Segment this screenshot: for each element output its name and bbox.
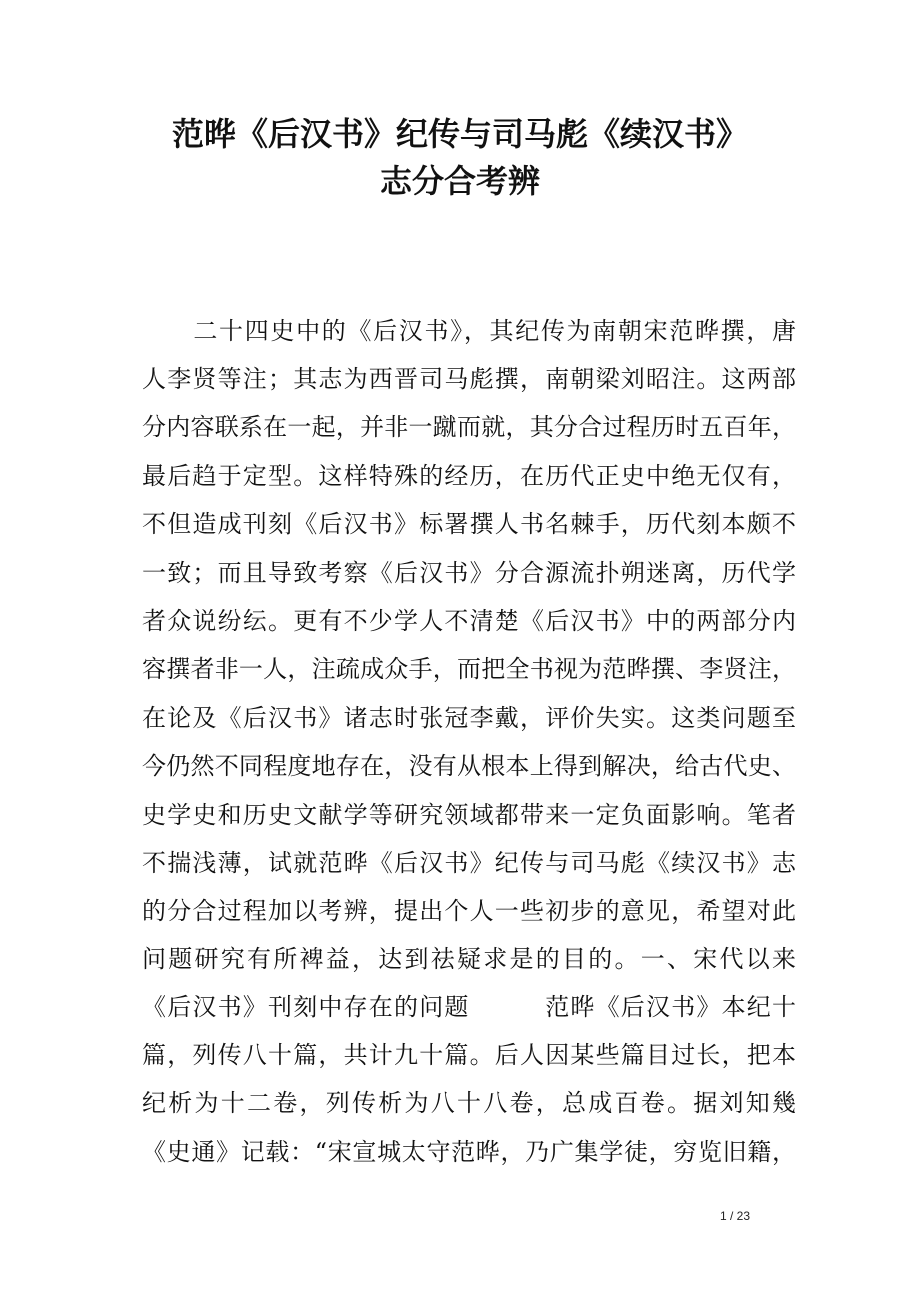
body-line: 在论及《后汉书》诸志时张冠李戴，评价失实。这类问题至: [142, 704, 796, 732]
body-line: 今仍然不同程度地存在，没有从根本上得到解决，给古代史、: [142, 752, 796, 780]
document-title-line-2: 志分合考辨: [379, 162, 540, 200]
body-line: 一致；而且导致考察《后汉书》分合源流扑朔迷离，历代学: [142, 559, 796, 587]
body-line: 《后汉书》刊刻中存在的问题 范晔《后汉书》本纪十: [142, 993, 796, 1021]
body-line: 问题研究有所裨益，达到祛疑求是的目的。一、宋代以来: [142, 945, 796, 973]
body-line: 最后趋于定型。这样特殊的经历，在历代正史中绝无仅有，: [142, 462, 796, 490]
body-line: 史学史和历史文献学等研究领域都带来一定负面影响。笔者: [142, 801, 796, 829]
document-title-line-1: 范晔《后汉书》纪传与司马彪《续汉书》: [171, 115, 748, 153]
body-line: 的分合过程加以考辨，提出个人一些初步的意见，希望对此: [142, 897, 796, 925]
body-line: 不揣浅薄，试就范晔《后汉书》纪传与司马彪《续汉书》志: [142, 849, 796, 877]
body-line: 二十四史中的《后汉书》，其纪传为南朝宋范晔撰，唐: [142, 317, 796, 345]
body-line: 纪析为十二卷，列传析为八十八卷，总成百卷。据刘知幾: [142, 1089, 796, 1117]
body-line: 篇，列传八十篇，共计九十篇。后人因某些篇目过长，把本: [142, 1041, 796, 1069]
body-line: 人李贤等注；其志为西晋司马彪撰，南朝梁刘昭注。这两部: [142, 365, 796, 393]
body-line: 分内容联系在一起，并非一蹴而就，其分合过程历时五百年，: [142, 413, 796, 441]
page-number: 1 / 23: [719, 1209, 751, 1223]
body-line: 《史通》记载：“宋宣城太守范晔，乃广集学徒，穷览旧籍，: [142, 1138, 796, 1166]
body-line: 不但造成刊刻《后汉书》标署撰人书名棘手，历代刻本颇不: [142, 510, 796, 538]
body-line: 容撰者非一人，注疏成众手，而把全书视为范晔撰、李贤注，: [142, 655, 796, 683]
body-line: 者众说纷纭。更有不少学人不清楚《后汉书》中的两部分内: [142, 607, 796, 635]
